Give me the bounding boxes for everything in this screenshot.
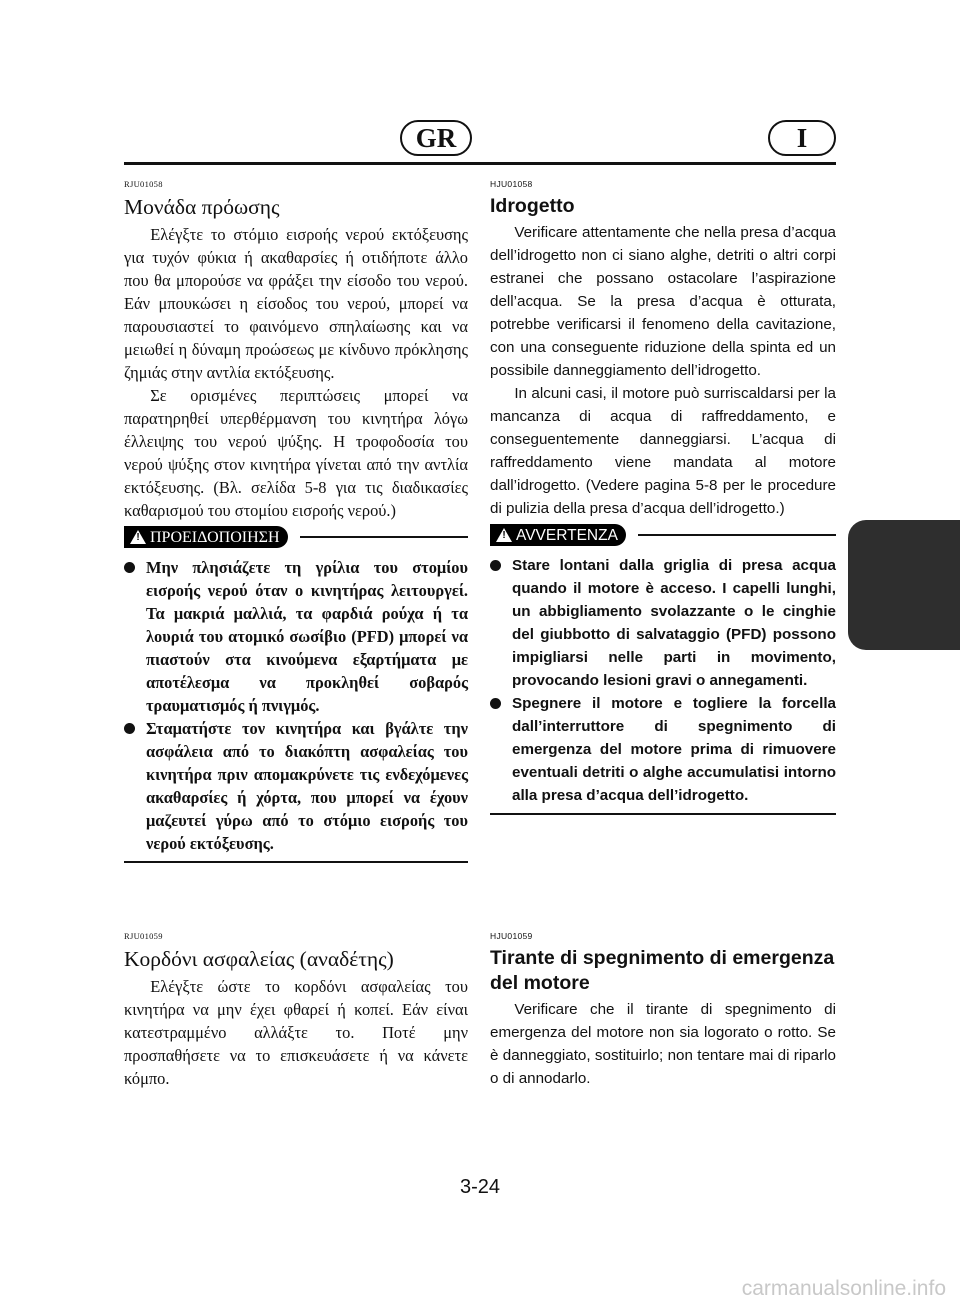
paragraph: In alcuni casi, il motore può surriscaldarsi per la mancanza di acqua di raffreddamento, e conseguentemente danneggiarsi. L’acqua di raffreddamento viene mandata al motore dall’idrogetto. (Vedere pagina 5-8 per le procedure di pulizia della presa d’acqua dell’idrogetto.): [490, 385, 836, 517]
greek-section-lanyard: [124, 930, 468, 1090]
warning-item: Μην πλησιάζετε τη γρίλια του στομίου εισροής νερού όταν ο κινητήρας λειτουργεί. Τα μακριά μαλλιά, τα φαρδιά ρούχα ή τα λουριά του ατομικό σωσίβιο (PFD) μπορεί να πιαστούν στα κινούμενα εξαρτήματα με αποτέλεσμα να προκληθεί σοβαρός τραυματισμός ή πνιγμός.: [124, 556, 468, 717]
warning-triangle-icon: !: [130, 530, 146, 544]
warning-header: [490, 524, 836, 546]
warning-list: [490, 554, 836, 807]
warning-rule: [300, 536, 468, 538]
paragraph: Ελέγξτε ώστε το κορδόνι ασφαλείας του κινητήρα να μην έχει φθαρεί ή κοπεί. Εάν είναι κατεστραμμένο αλλάξτε το. Ποτέ μην προσπαθήσετε να το επισκευάσετε ή να κάνετε κόμπο.: [124, 977, 468, 1088]
warning-triangle-icon: !: [496, 528, 512, 542]
language-tab-greek: GR: [400, 120, 472, 156]
watermark: carmanualsonline.info: [741, 1277, 946, 1300]
warning-end-rule: [490, 813, 836, 815]
warning-item: Σταματήστε τον κινητήρα και βγάλτε την ασφάλεια από το διακόπτη ασφαλείας του κινητήρα πριν απομακρύνετε τις ενδεχόμενες ακαθαρσίες ή χόρτα, που μπορεί να έχουν μαζευτεί γύρω από το στόμιο εισροής του νερού εκτόξευσης.: [124, 717, 468, 855]
bullet-icon: [124, 723, 135, 734]
section-code: RJU01059: [124, 931, 163, 941]
bullet-icon: [490, 560, 501, 571]
warning-item: Stare lontani dalla griglia di presa acqua quando il motore è acceso. I capelli lunghi, un abbigliamento svolazzante o le cinghie del giubbotto di salvataggio (PFD) possono impigliarsi nelle parti in movimento, provocando lesioni gravi o annegamenti.: [490, 554, 836, 692]
warning-label: ΠΡΟΕΙΔΟΠΟΙΗΣΗ: [150, 528, 280, 546]
warning-label: AVVERTENZA: [516, 526, 618, 544]
paragraph: Ελέγξτε το στόμιο εισροής νερού εκτόξευσης για τυχόν φύκια ή ακαθαρσίες ή οτιδήποτε άλλο που θα μπορούσε να φράξει την είσοδο του νερού. Εάν μπουκώσει η είσοδος του νερού, μπορεί να παρουσιαστεί το φαινόμενο σπηλαίωσης και να μειωθεί η δύναμη προώσεως με κίνδυνο πρόκλησης ζημιάς στην αντλία εκτόξευσης.: [124, 225, 468, 382]
bullet-icon: [124, 562, 135, 573]
section-title: Μονάδα πρόωσης: [124, 195, 280, 219]
bullet-icon: [490, 698, 501, 709]
warning-header: [124, 526, 468, 548]
section-title: Κορδόνι ασφαλείας (αναδέτης): [124, 947, 394, 971]
page-number: 3-24: [459, 1176, 501, 1198]
section-title: Idrogetto: [490, 195, 575, 217]
warning-badge: [124, 526, 288, 548]
section-title: Tirante di spegnimento di emergenza del motore: [490, 947, 835, 994]
paragraph: Verificare che il tirante di spegnimento di emergenza del motore non sia logorato o rotto. Se è danneggiato, sostituirlo; non tentare mai di riparlo o di annodarlo.: [490, 1001, 836, 1087]
header-rule: [124, 162, 836, 165]
section-code: HJU01059: [490, 931, 533, 941]
greek-section-jet-unit: [124, 178, 468, 863]
warning-badge: [490, 524, 626, 546]
section-code: RJU01058: [124, 179, 163, 189]
italian-section-lanyard: [490, 930, 836, 1090]
section-code: HJU01058: [490, 179, 533, 189]
paragraph: Verificare attentamente che nella presa d’acqua dell’idrogetto non ci siano alghe, detriti o altri corpi estranei che possano ostacolare l’aspirazione dell’acqua. Se la presa d’acqua è otturata, potrebbe verificarsi il fenomeno della cavitazione, con una conseguente riduzione della spinta ed un possibile danneggiamento dell’idrogetto.: [490, 224, 836, 379]
chapter-side-tab: [848, 520, 960, 650]
warning-list: [124, 556, 468, 855]
language-tab-italian: I: [768, 120, 836, 156]
warning-item: Spegnere il motore e togliere la forcella dall’interruttore di spegnimento di emergenza del motore prima di rimuovere eventuali detriti o alghe accumulatisi intorno alla presa d’acqua dell’idrogetto.: [490, 692, 836, 807]
paragraph: Σε ορισμένες περιπτώσεις μπορεί να παρατηρηθεί υπερθέρμανση του κινητήρα λόγω έλλειψης του νερού ψύξης. Η τροφοδοσία του νερού ψύξης στον κινητήρα γίνεται από την αντλία εκτόξευσης. (Βλ. σελίδα 5-8 για τις διαδικασίες καθαρισμού του στομίου εισροής νερού.): [124, 386, 468, 520]
warning-rule: [638, 534, 836, 536]
italian-section-jet-unit: [490, 178, 836, 815]
warning-end-rule: [124, 861, 468, 863]
